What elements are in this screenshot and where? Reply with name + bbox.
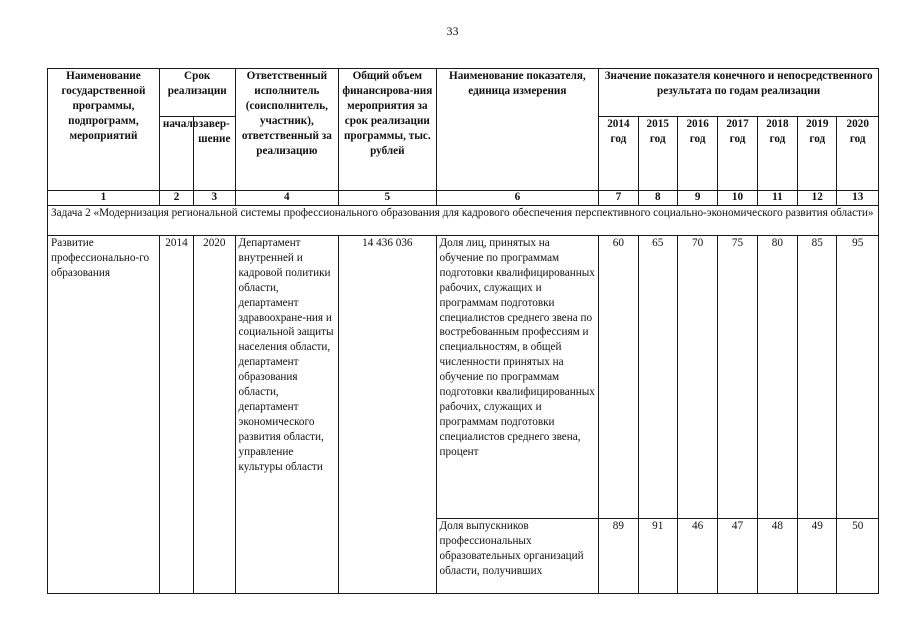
header-year: 2020 год bbox=[837, 117, 879, 191]
indicator-value: 80 bbox=[757, 236, 797, 519]
header-start: начало bbox=[159, 117, 193, 191]
header-year: 2017 год bbox=[718, 117, 757, 191]
indicator-value: 70 bbox=[677, 236, 717, 519]
indicator-value: 47 bbox=[718, 519, 757, 594]
column-number: 3 bbox=[194, 191, 235, 206]
column-number: 13 bbox=[837, 191, 879, 206]
header-period: Срок реализации bbox=[159, 69, 235, 117]
activity-responsible: Департамент внутренней и кадровой политики области, департамент здравоохране-ния и социальной защиты населения области, департамент образования области, департамент экономического развития области, управление культуры области bbox=[235, 236, 339, 594]
header-program-name: Наименование государственной программы, подпрограмм, мероприятий bbox=[48, 69, 160, 191]
indicator-value: 85 bbox=[798, 236, 837, 519]
column-number: 11 bbox=[757, 191, 797, 206]
header-year: 2019 год bbox=[798, 117, 837, 191]
column-number: 5 bbox=[339, 191, 436, 206]
header-indicator: Наименование показателя, единица измерения bbox=[436, 69, 599, 191]
column-number: 10 bbox=[718, 191, 757, 206]
task-row: Задача 2 «Модернизация региональной системы профессионального образования для кадрового обеспечения перспективного социально-экономического развития области» bbox=[48, 206, 879, 236]
header-year: 2015 год bbox=[638, 117, 677, 191]
column-number: 7 bbox=[599, 191, 638, 206]
indicator-value: 49 bbox=[798, 519, 837, 594]
column-number: 4 bbox=[235, 191, 339, 206]
indicator-value: 75 bbox=[718, 236, 757, 519]
indicator-name: Доля лиц, принятых на обучение по программам подготовки квалифицированных рабочих, служащих и программам подготовки специалистов среднего звена по востребованным профессиям и специальностям, в общей численности принятых на обучение по программам подготовки квалифицированных рабочих, служащих и программам подготовки специалистов среднего звена, процент bbox=[436, 236, 599, 519]
activity-name: Развитие профессионально-го образования bbox=[48, 236, 160, 594]
indicator-value: 95 bbox=[837, 236, 879, 519]
header-responsible: Ответственный исполнитель (соисполнитель, участник), ответственный за реализацию bbox=[235, 69, 339, 191]
activity-start-year: 2014 bbox=[159, 236, 193, 594]
header-year: 2014 год bbox=[599, 117, 638, 191]
page-number: 33 bbox=[446, 24, 459, 38]
header-year: 2018 год bbox=[757, 117, 797, 191]
header-end: завер-шение bbox=[194, 117, 235, 191]
header-year: 2016 год bbox=[677, 117, 717, 191]
activity-financing: 14 436 036 bbox=[339, 236, 436, 594]
column-number: 2 bbox=[159, 191, 193, 206]
indicator-value: 60 bbox=[599, 236, 638, 519]
indicator-value: 65 bbox=[638, 236, 677, 519]
header-values: Значение показателя конечного и непосредственного результата по годам реализации bbox=[599, 69, 879, 117]
indicator-name: Доля выпускников профессиональных образовательных организаций области, получивших bbox=[436, 519, 599, 594]
indicator-value: 48 bbox=[757, 519, 797, 594]
activity-end-year: 2020 bbox=[194, 236, 235, 594]
indicator-value: 46 bbox=[677, 519, 717, 594]
indicator-value: 50 bbox=[837, 519, 879, 594]
indicator-value: 91 bbox=[638, 519, 677, 594]
header-financing: Общий объем финансирова-ния мероприятия за срок реализации программы, тыс. рублей bbox=[339, 69, 436, 191]
indicator-value: 89 bbox=[599, 519, 638, 594]
column-number: 1 bbox=[48, 191, 160, 206]
indicators-table bbox=[47, 68, 879, 594]
column-number: 8 bbox=[638, 191, 677, 206]
column-number: 9 bbox=[677, 191, 717, 206]
column-number: 12 bbox=[798, 191, 837, 206]
column-number: 6 bbox=[436, 191, 599, 206]
